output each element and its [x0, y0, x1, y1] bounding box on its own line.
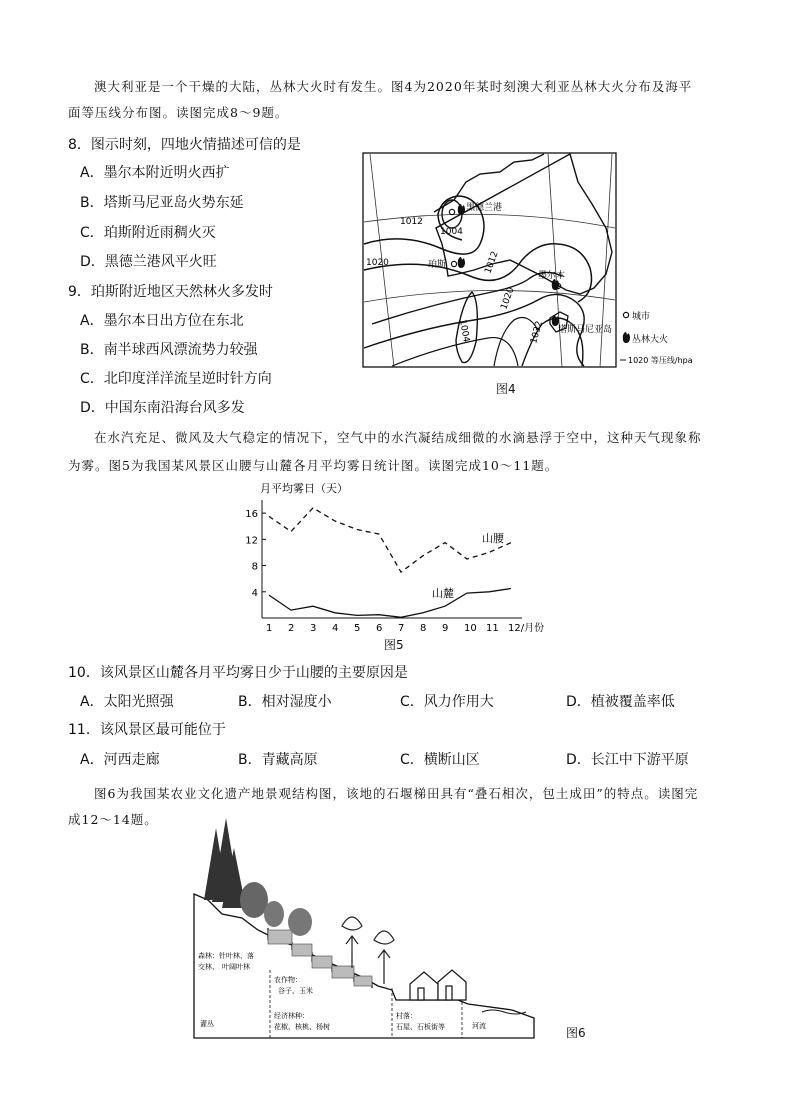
x-tick-labels	[266, 622, 544, 634]
figure-5-chart	[240, 478, 545, 634]
question-10-stem: 10．该风景区山麓各月平均雾日少于山腰的主要原因是	[68, 665, 408, 681]
figure-4-map	[362, 152, 712, 370]
question-8-stem: 8．图示时刻，四地火情描述可信的是	[68, 137, 301, 153]
x-tick-label: 9	[442, 623, 449, 634]
isobar-label: 1012	[400, 217, 423, 227]
isobar-label: 1012	[483, 250, 501, 276]
intro-paragraph-3-line-1: 图6为我国某农业文化遗产地景观结构图，该地的石堰梯田具有“叠石相次，包土成田”的特点。读图完	[94, 786, 699, 801]
figure-6-caption: 图6	[566, 1026, 586, 1040]
y-tick-label: 12	[245, 535, 258, 547]
shrub-label: 灌丛	[200, 1020, 214, 1028]
intro-paragraph-1-line-1: 澳大利亚是一个干燥的大陆，丛林大火时有发生。图4为2020年某时刻澳大利亚丛林大火分布及海平	[94, 79, 693, 94]
x-tick-label: 2	[288, 623, 295, 634]
fire-icon	[458, 257, 465, 268]
x-tick-label: 7	[398, 623, 405, 634]
intro-paragraph-2-line-1: 在水汽充足、微风及大气稳定的情况下，空气中的水汽凝结成细微的水滴悬浮于空中，这种天气现象称	[94, 430, 702, 445]
figure-6-landscape	[182, 818, 542, 1044]
question-8-option-c[interactable]: C．珀斯附近雨稠火灭	[80, 225, 216, 241]
x-tick-label: 6	[376, 623, 383, 634]
y-tick-label: 16	[245, 509, 258, 521]
isobar-label: 1032	[529, 320, 545, 345]
crop-label-line-2: 谷子、玉米	[278, 987, 313, 995]
x-tick-label: 8	[420, 623, 427, 634]
x-tick-label: 10	[464, 623, 477, 634]
place-label-perth: 珀斯	[428, 260, 447, 270]
y-tick-label: 8	[251, 561, 258, 573]
series-label-mountain-foot: 山麓	[432, 587, 454, 600]
legend-fire-label: 丛林大火	[632, 335, 669, 345]
isobar-label: 1020	[366, 258, 389, 268]
question-8-option-a[interactable]: A．墨尔本附近明火西扩	[80, 165, 230, 181]
isobar-label: 1004	[457, 318, 471, 344]
forest-label-prefix: 交林、	[198, 963, 219, 971]
legend-city-label: 城市	[632, 312, 651, 322]
series-line-mountainside	[269, 508, 511, 572]
question-10-option-c[interactable]: C．风力作用大	[400, 694, 494, 710]
series-label-mountainside: 山腰	[482, 532, 504, 545]
intro-paragraph-3-line-2: 成12～14题。	[68, 812, 158, 827]
econ-label-line-2: 花椒、核桃、杨树	[274, 1023, 330, 1031]
isobar-label: 1004	[440, 227, 463, 237]
place-label-tasmania: 塔斯马尼亚岛	[558, 325, 613, 335]
fire-icon	[458, 204, 465, 215]
question-8-option-b[interactable]: B．塔斯马尼亚岛火势东延	[80, 195, 244, 211]
question-9-option-c[interactable]: C．北印度洋洋流呈逆时针方向	[80, 371, 272, 387]
intro-paragraph-1-line-2: 面等压线分布图。读图完成8～9题。	[68, 105, 289, 120]
question-11-option-b[interactable]: B．青藏高原	[238, 752, 318, 768]
legend-isobar-label: 1020 等压线/hpa	[628, 356, 693, 365]
y-tick-labels	[245, 509, 258, 599]
crop-label-line-1: 农作物：	[274, 976, 302, 984]
isobar-label: 1020	[499, 286, 517, 312]
figure-4-caption: 图4	[496, 382, 516, 396]
x-tick-label: 11	[486, 623, 499, 634]
village-label-line-1: 村落：	[396, 1012, 417, 1020]
question-9-stem: 9．珀斯附近地区天然林火多发时	[68, 284, 273, 300]
forest-label-line-2: 叶阔叶林	[222, 963, 250, 971]
question-10-option-a[interactable]: A．太阳光照强	[80, 694, 174, 710]
legend-fire-icon	[623, 332, 630, 343]
forest-label-line-1: 森林：针叶林、落	[198, 952, 254, 960]
place-label-melbourne: 墨尔本	[538, 271, 566, 281]
x-tick-label: 1	[266, 623, 273, 634]
question-10-option-d[interactable]: D．植被覆盖率低	[566, 694, 675, 710]
x-tick-label: 4	[332, 623, 339, 634]
y-tick-label: 4	[251, 587, 258, 599]
x-tick-label: 3	[310, 623, 317, 634]
river-label: 河流	[472, 1022, 486, 1030]
econ-label-line-1: 经济林种：	[274, 1012, 309, 1020]
y-axis-title: 月平均雾日（天）	[260, 482, 348, 495]
x-tick-label: 12/月份	[508, 623, 545, 634]
question-10-option-b[interactable]: B．相对湿度小	[238, 694, 332, 710]
chart-grid	[262, 513, 266, 592]
question-9-option-d[interactable]: D．中国东南沿海台风多发	[80, 400, 245, 416]
question-11-stem: 11．该风景区最可能位于	[68, 722, 226, 738]
series-line-mountain-foot	[269, 589, 511, 618]
question-9-option-a[interactable]: A．墨尔本日出方位在东北	[80, 313, 244, 329]
place-label-hedland: 黑德兰港	[466, 203, 503, 213]
village-label-line-2: 石屋、石板街等	[396, 1023, 445, 1031]
legend-city-icon	[623, 312, 628, 317]
figure-5-caption: 图5	[384, 638, 404, 652]
house-icons	[410, 970, 466, 1000]
question-8-option-d[interactable]: D．黑德兰港风平火旺	[80, 254, 217, 270]
question-11-option-d[interactable]: D．长江中下游平原	[566, 752, 689, 768]
question-9-option-b[interactable]: B．南半球西风漂流势力较强	[80, 342, 258, 358]
question-11-option-a[interactable]: A．河西走廊	[80, 752, 160, 768]
question-11-option-c[interactable]: C．横断山区	[400, 752, 480, 768]
intro-paragraph-2-line-2: 为雾。图5为我国某风景区山腰与山麓各月平均雾日统计图。读图完成10～11题。	[68, 458, 559, 473]
x-tick-label: 5	[354, 623, 361, 634]
